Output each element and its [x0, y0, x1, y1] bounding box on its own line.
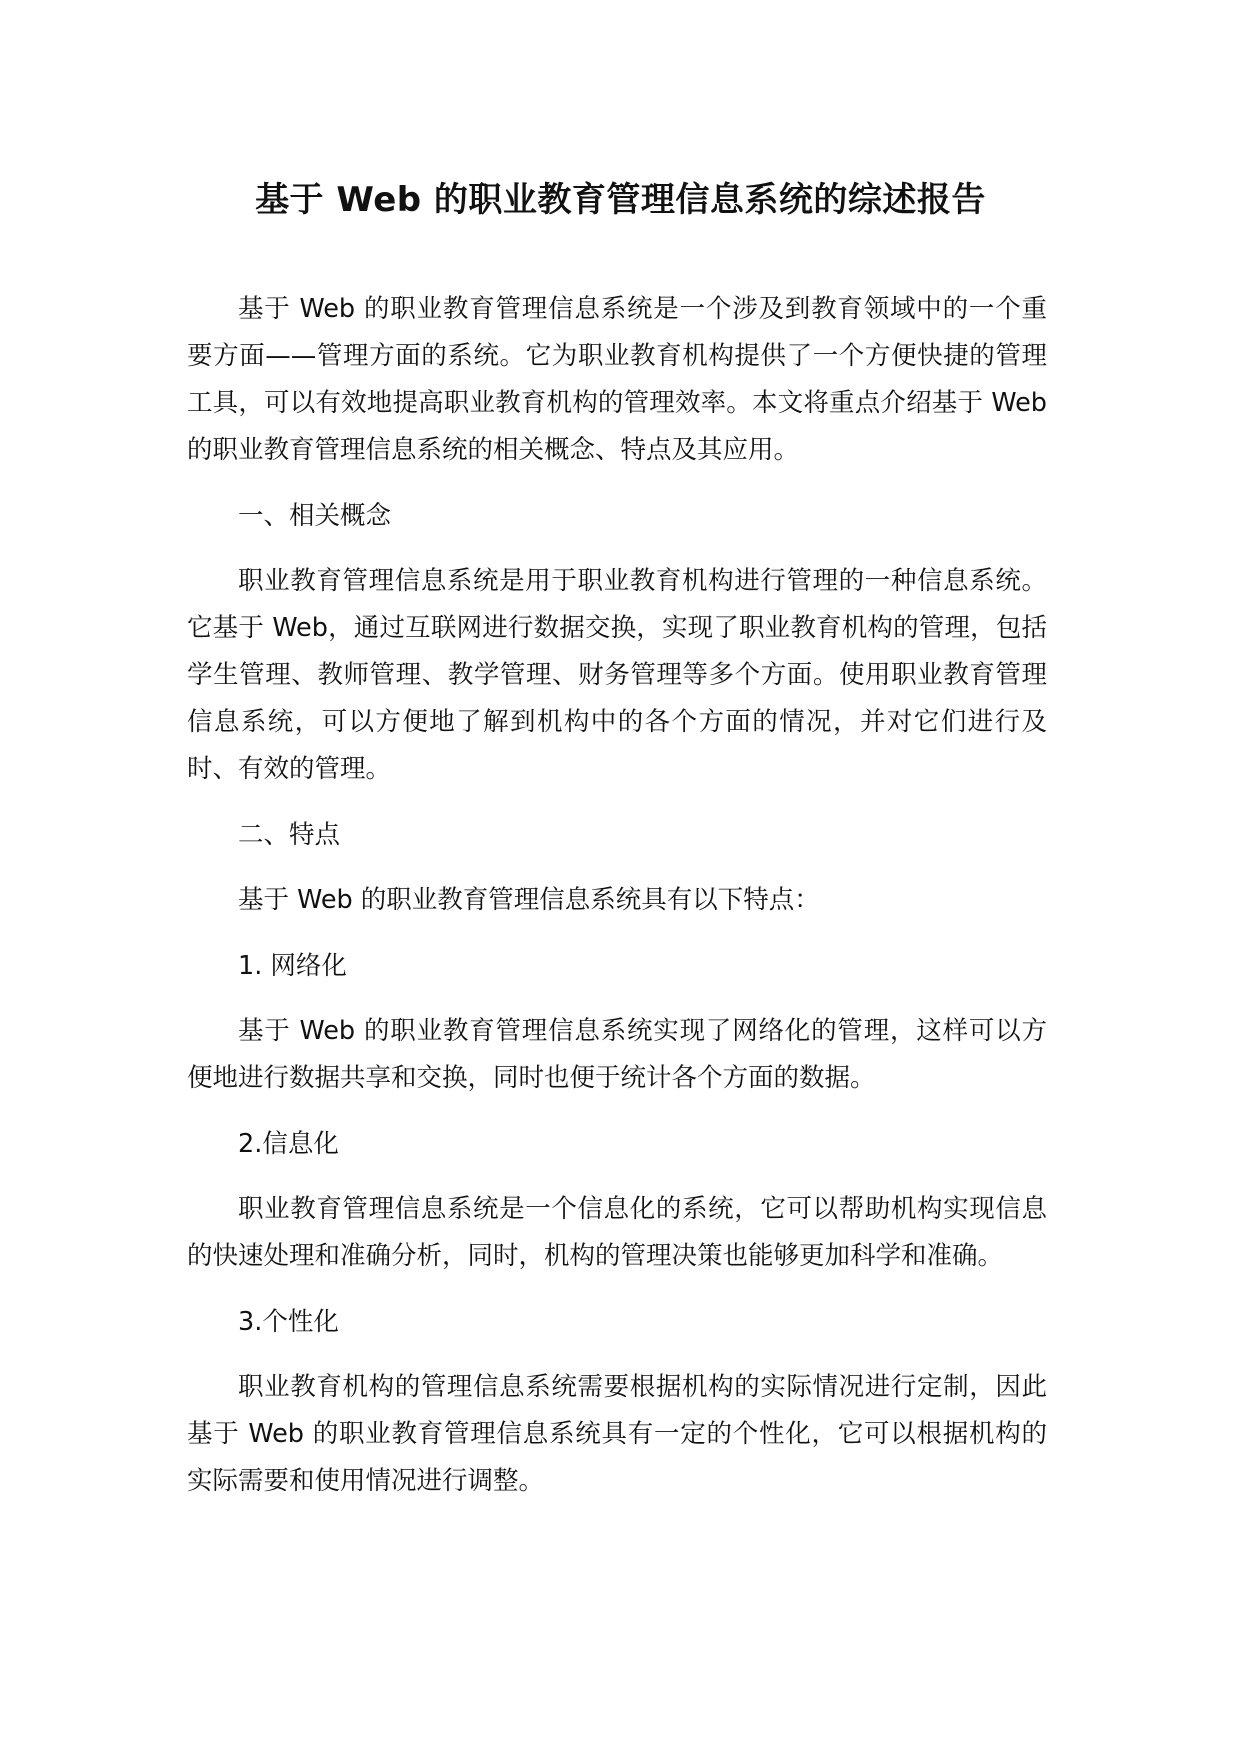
intro-paragraph: 基于 Web 的职业教育管理信息系统是一个涉及到教育领域中的一个重要方面——管理方面的系统。它为职业教育机构提供了一个方便快捷的管理工具，可以有效地提高职业教育机构的管理效率。本文将重点介绍基于 Web 的职业教育管理信息系统的相关概念、特点及其应用。 — [187, 294, 1047, 465]
concepts-paragraph: 职业教育管理信息系统是用于职业教育机构进行管理的一种信息系统。它基于 Web，通过互联网进行数据交换，实现了职业教育机构的管理，包括学生管理、教师管理、教学管理、财务管理等多个方面。使用职业教育管理信息系统，可以方便地了解到机构中的各个方面的情况，并对它们进行及时、有效的管理。 — [187, 566, 1047, 784]
feature-paragraph-informatized: 职业教育管理信息系统是一个信息化的系统，它可以帮助机构实现信息的快速处理和准确分析，同时，机构的管理决策也能够更加科学和准确。 — [187, 1194, 1047, 1271]
feature-paragraph-networked: 基于 Web 的职业教育管理信息系统实现了网络化的管理，这样可以方便地进行数据共享和交换，同时也便于统计各个方面的数据。 — [187, 1016, 1047, 1093]
feature-heading-informatized: 2.信息化 — [238, 1129, 339, 1159]
feature-heading-networked: 1. 网络化 — [238, 951, 347, 981]
features-intro-paragraph: 基于 Web 的职业教育管理信息系统具有以下特点： — [238, 885, 820, 915]
document-title: 基于 Web 的职业教育管理信息系统的综述报告 — [255, 180, 986, 220]
section-heading-concepts: 一、相关概念 — [238, 501, 392, 531]
section-heading-features: 二、特点 — [238, 820, 341, 850]
feature-paragraph-personalized: 职业教育机构的管理信息系统需要根据机构的实际情况进行定制，因此基于 Web 的职业教育管理信息系统具有一定的个性化，它可以根据机构的实际需要和使用情况进行调整。 — [187, 1372, 1047, 1496]
feature-heading-personalized: 3.个性化 — [238, 1307, 339, 1337]
document-body — [187, 286, 1047, 1524]
